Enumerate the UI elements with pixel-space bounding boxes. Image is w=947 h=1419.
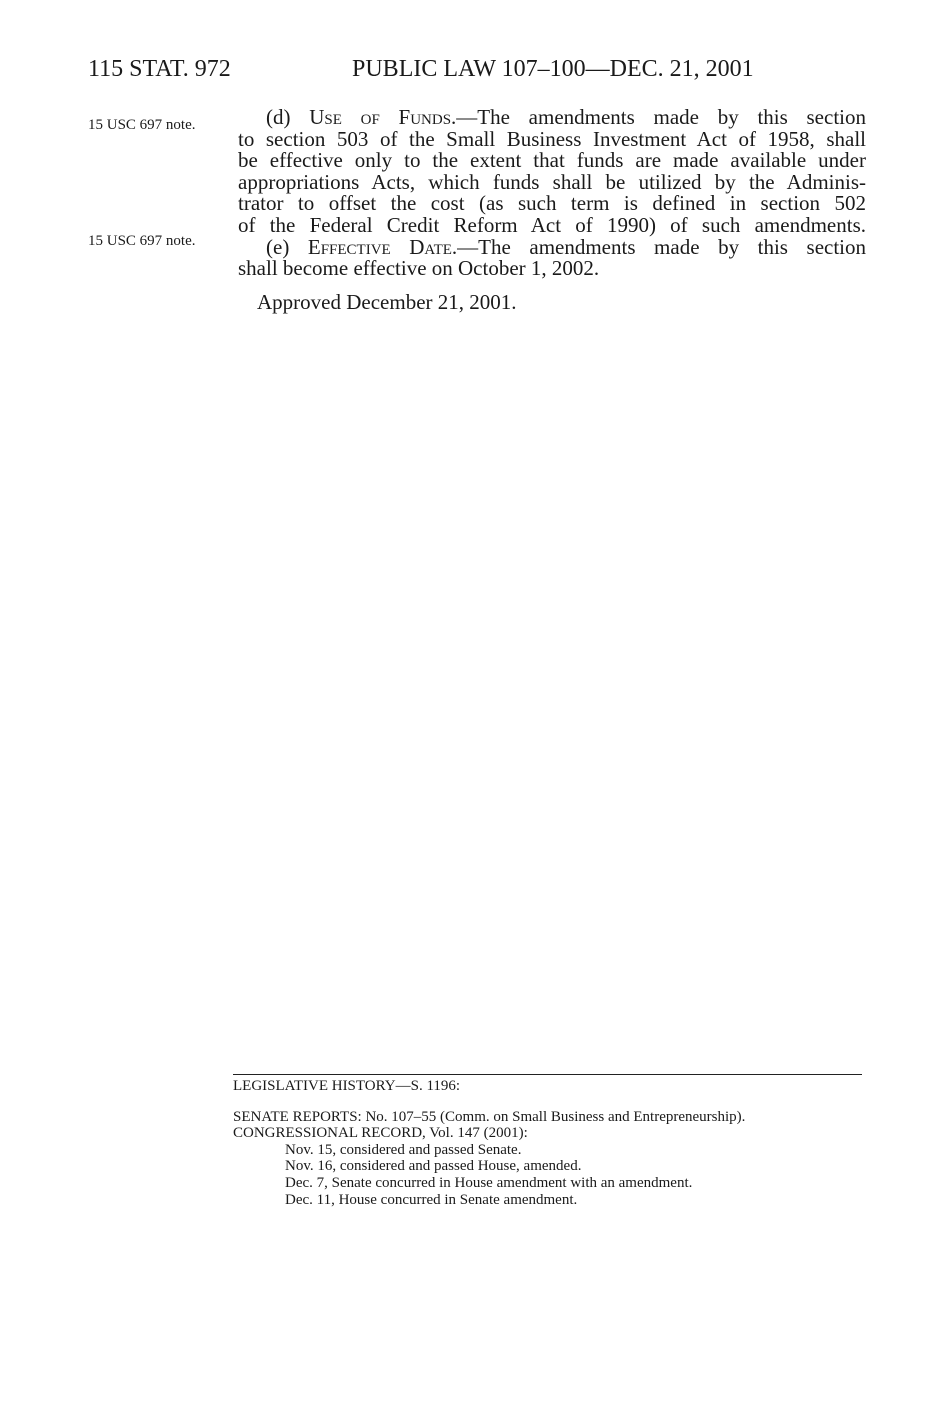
section-d-label: (d) (266, 105, 291, 129)
senate-reports: SENATE REPORTS: No. 107–55 (Comm. on Small Business and Entrepreneurship). (233, 1108, 746, 1125)
section-d-line: trator to offset the cost (as such term is defined in section 502 (238, 191, 866, 216)
history-entry: Nov. 15, considered and passed Senate. (285, 1141, 522, 1158)
section-d-line: be effective only to the extent that funds are made available under (238, 148, 866, 173)
page-running-title: PUBLIC LAW 107–100—DEC. 21, 2001 (352, 56, 754, 82)
footnote-divider (233, 1074, 862, 1075)
section-d-first-line (238, 107, 866, 129)
section-e-heading: Effective Date. (307, 234, 458, 259)
legislative-history (233, 1078, 893, 1208)
history-entry: Dec. 11, House concurred in Senate amendment. (285, 1191, 578, 1208)
legislative-history-title: LEGISLATIVE HISTORY—S. 1196: (233, 1078, 461, 1094)
congressional-record: CONGRESSIONAL RECORD, Vol. 147 (2001): (233, 1125, 528, 1142)
history-entry: Dec. 7, Senate concurred in House amendment with an amendment. (285, 1174, 693, 1191)
section-e-line: shall become effective on October 1, 2002. (238, 256, 600, 281)
section-e-line: —The amendments made by this section (457, 234, 867, 259)
section-d-heading: Use of Funds. (309, 105, 457, 129)
margin-note-d: 15 USC 697 note. (88, 117, 196, 133)
page-stat-citation: 115 STAT. 972 (88, 56, 231, 82)
section-e-first-line (238, 234, 867, 259)
section-d-line: —The amendments made by this section (456, 105, 866, 129)
history-entry: Nov. 16, considered and passed House, amended. (285, 1158, 582, 1175)
approval-date: Approved December 21, 2001. (257, 290, 517, 314)
section-body (238, 107, 866, 280)
section-e-label: (e) (266, 234, 290, 259)
section-d-line: of the Federal Credit Reform Act of 1990) of such amendments. (238, 212, 866, 237)
section-d-line: appropriations Acts, which funds shall be utilized by the Adminis- (238, 169, 866, 194)
section-d-line: to section 503 of the Small Business Investment Act of 1958, shall (238, 126, 866, 151)
margin-note-e: 15 USC 697 note. (88, 233, 196, 249)
